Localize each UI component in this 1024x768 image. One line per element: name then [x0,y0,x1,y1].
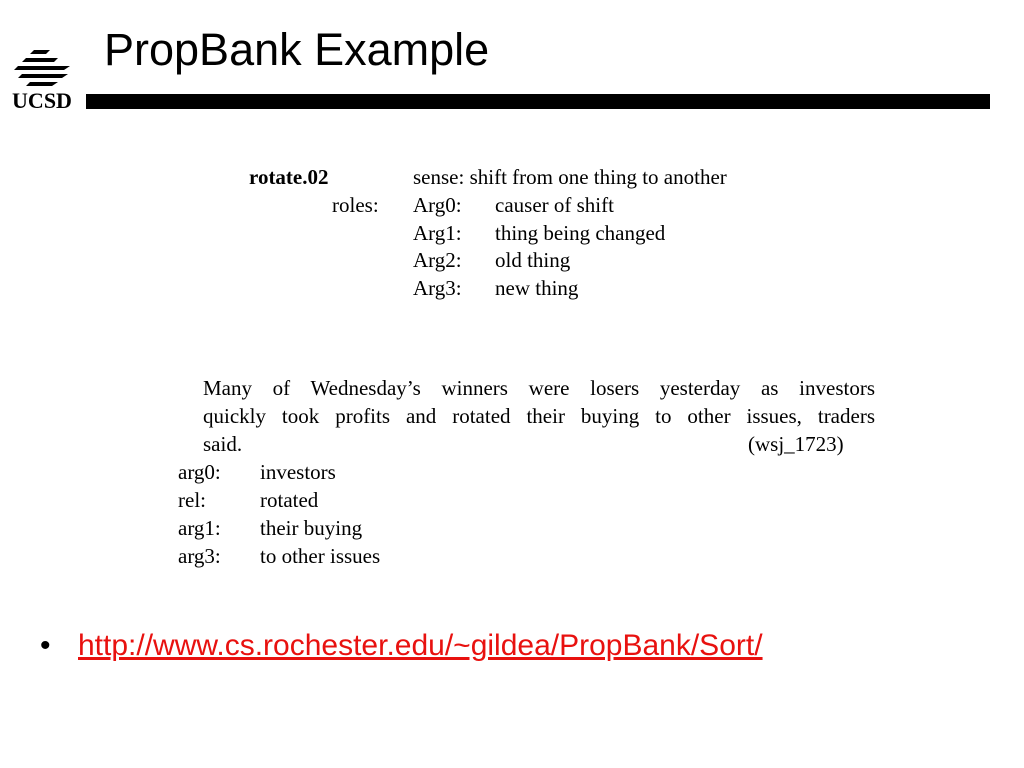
propbank-sort-link[interactable]: http://www.cs.rochester.edu/~gildea/PropBank/Sort/ [78,629,763,662]
ucsd-logo [4,44,76,116]
role-arg-label: Arg3: [413,276,462,300]
annotation-value: investors [260,460,336,484]
example-sentence-last-line: said. [203,432,243,456]
role-arg-label: Arg1: [413,221,462,245]
example-sentence-line: quickly took profits and rotated their buying to other issues, traders [203,404,875,428]
annotation-value: rotated [260,488,319,512]
annotation-label: arg1: [178,516,221,540]
example-source-id: (wsj_1723) [748,432,844,456]
annotation-value: to other issues [260,544,381,568]
role-description: thing being changed [495,221,666,245]
annotation-label: rel: [178,488,206,512]
annotation-label: arg3: [178,544,221,568]
role-arg-label: Arg0: [413,193,462,217]
bullet-marker: • [40,629,51,662]
role-description: old thing [495,248,571,272]
ucsd-logo-stripes-icon [12,48,72,88]
annotation-label: arg0: [178,460,221,484]
ucsd-logo-text: UCSD [12,88,72,113]
frame-roles-label: roles: [332,193,379,217]
frame-sense: sense: shift from one thing to another [413,165,727,189]
role-arg-label: Arg2: [413,248,462,272]
frame-predicate: rotate.02 [249,165,329,189]
annotation-value: their buying [260,516,363,540]
title-divider-bar [86,94,990,109]
slide-title: PropBank Example [104,24,490,75]
role-description: new thing [495,276,579,300]
role-description: causer of shift [495,193,614,217]
example-sentence-line: Many of Wednesday’s winners were losers yesterday as investors [203,376,875,400]
